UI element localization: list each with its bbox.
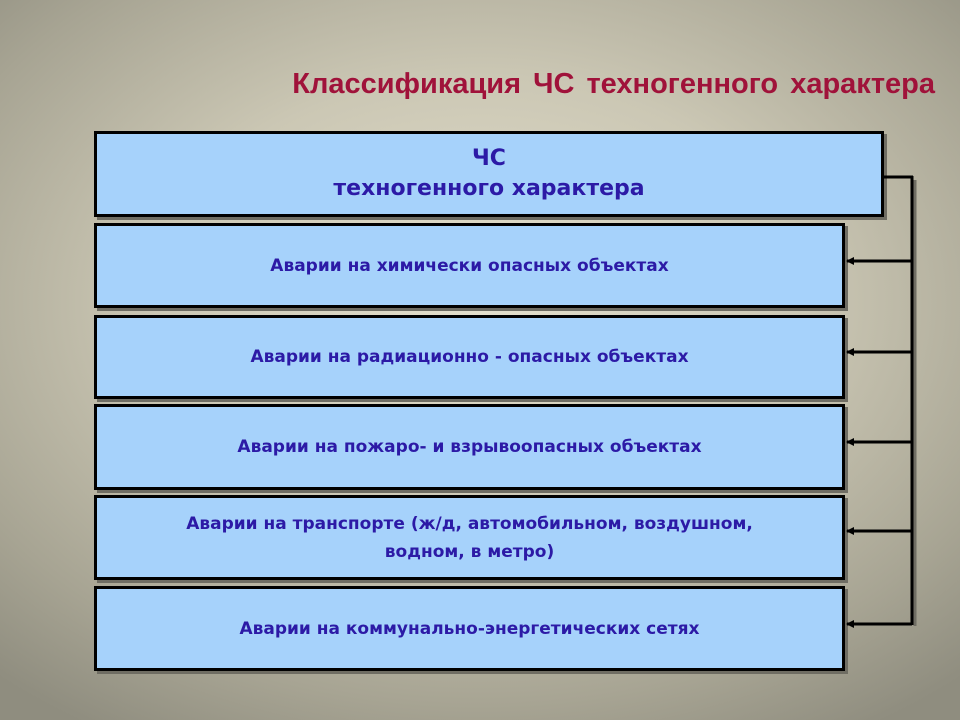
category-label: Аварии на радиационно - опасных объектах [250, 347, 689, 367]
category-label: Аварии на химически опасных объектах [270, 255, 669, 276]
category-label-line-2: водном, в метро) [384, 541, 555, 562]
category-label: Аварии на пожаро- и взрывоопасных объектах [237, 437, 702, 457]
header-line-1: ЧС [472, 146, 506, 171]
category-label: Аварии на коммунально-энергетических сетях [239, 618, 700, 639]
slide-title: Классификация ЧС техногенного характера [292, 68, 935, 100]
category-label-line-1: Аварии на транспорте (ж/д, автомобильном, воздушном, [186, 513, 753, 534]
header-line-2: техногенного характера [333, 176, 645, 201]
